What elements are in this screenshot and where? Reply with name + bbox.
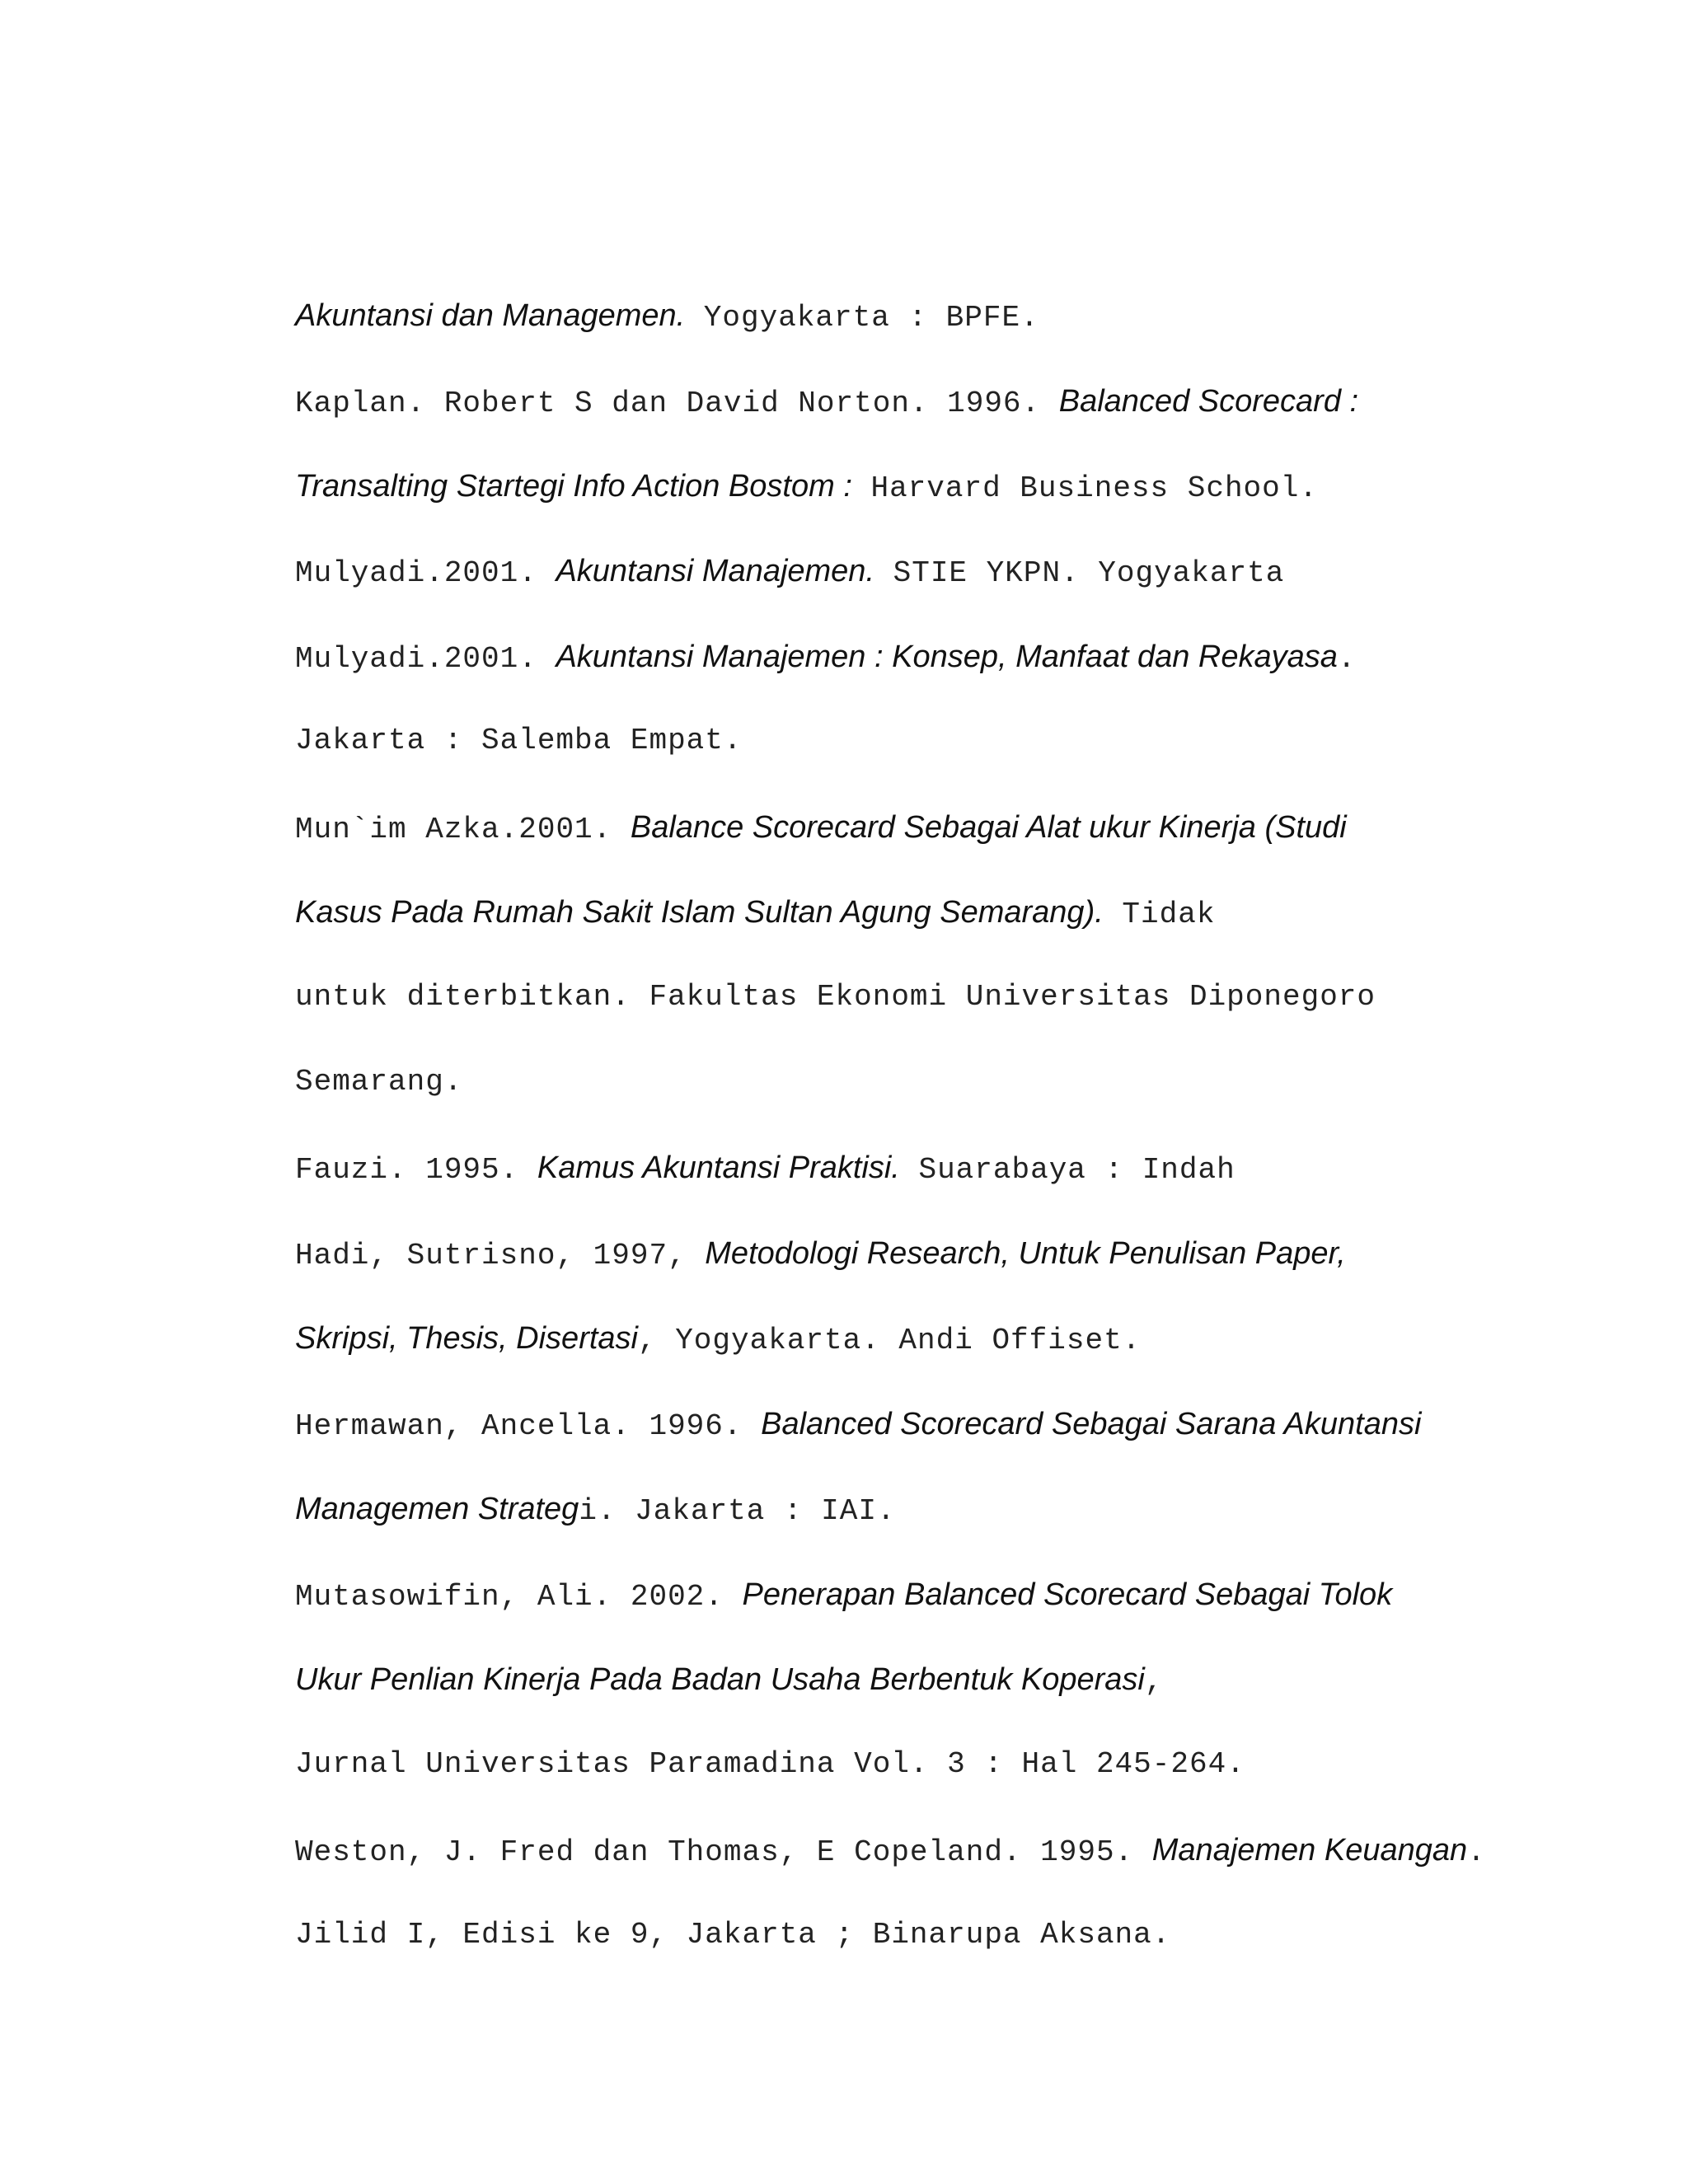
- reference-line: [295, 641, 1357, 674]
- text-segment: .: [1337, 642, 1357, 676]
- reference-line: [295, 471, 1318, 504]
- italic-title: Akuntansi Manajemen : Konsep, Manfaat dan Rekayasa: [556, 640, 1338, 674]
- italic-title: Manajemen Keuangan: [1151, 1833, 1468, 1868]
- text-segment: i. Jakarta : IAI.: [579, 1494, 896, 1528]
- reference-line: [295, 1408, 1421, 1441]
- reference-line: [295, 386, 1358, 419]
- reference-line: [295, 1664, 1163, 1697]
- italic-title: Managemen Strateg: [295, 1492, 579, 1526]
- reference-line: [295, 1579, 1392, 1612]
- reference-line: [295, 1323, 1141, 1356]
- italic-title: Kasus Pada Rumah Sakit Islam Sultan Agung Semarang).: [295, 895, 1104, 930]
- text-segment: Tidak: [1103, 898, 1216, 931]
- reference-line: [295, 982, 1376, 1012]
- italic-title: Transalting Startegi Info Action Bostom :: [295, 469, 852, 504]
- text-segment: Hadi, Sutrisno, 1997,: [295, 1239, 706, 1272]
- text-segment: Jilid I, Edisi ke 9, Jakarta ; Binarupa Aksana.: [295, 1918, 1171, 1952]
- text-segment: Fauzi. 1995.: [295, 1153, 537, 1187]
- reference-line: [295, 1238, 1346, 1271]
- italic-title: Metodologi Research, Untuk Penulisan Paper,: [705, 1236, 1346, 1271]
- text-segment: Jurnal Universitas Paramadina Vol. 3 : Hal 245-264.: [295, 1747, 1245, 1781]
- reference-line: [295, 1152, 1236, 1185]
- italic-title: Ukur Penlian Kinerja Pada Badan Usaha Berbentuk Koperasi: [295, 1662, 1145, 1697]
- reference-line: [295, 1835, 1486, 1868]
- text-segment: , Yogyakarta. Andi Offiset.: [637, 1324, 1142, 1357]
- italic-title: Penerapan Balanced Scorecard Sebagai Tolok: [742, 1577, 1393, 1612]
- text-segment: Yogyakarta : BPFE.: [685, 301, 1039, 335]
- text-segment: untuk diterbitkan. Fakultas Ekonomi Universitas Diponegoro: [295, 980, 1376, 1014]
- text-segment: Jakarta : Salemba Empat.: [295, 724, 743, 757]
- italic-title: Balanced Scorecard :: [1058, 384, 1359, 419]
- reference-line: [295, 1920, 1170, 1950]
- text-segment: Hermawan, Ancella. 1996.: [295, 1409, 762, 1443]
- reference-line: [295, 1493, 896, 1526]
- italic-title: Akuntansi Manajemen.: [556, 554, 875, 588]
- text-segment: .: [1467, 1835, 1486, 1869]
- reference-line: [295, 1747, 1245, 1781]
- italic-title: Balanced Scorecard Sebagai Sarana Akuntansi: [761, 1407, 1422, 1441]
- reference-line: [295, 300, 1039, 333]
- text-segment: ,: [1144, 1665, 1164, 1699]
- reference-line: [295, 897, 1215, 930]
- text-segment: Mutasowifin, Ali. 2002.: [295, 1580, 743, 1614]
- text-segment: Weston, J. Fred dan Thomas, E Copeland. 1995.: [295, 1835, 1152, 1869]
- text-segment: Mulyadi.2001.: [295, 642, 556, 676]
- text-segment: Suarabaya : Indah: [899, 1153, 1236, 1187]
- italic-title: Akuntansi dan Managemen.: [295, 298, 686, 333]
- italic-title: Kamus Akuntansi Praktisi.: [537, 1151, 900, 1185]
- text-segment: Mun`im Azka.2001.: [295, 813, 631, 846]
- reference-line: [295, 1067, 462, 1097]
- reference-line: [295, 812, 1347, 845]
- reference-line: [295, 555, 1284, 588]
- text-segment: Harvard Business School.: [851, 471, 1318, 505]
- text-segment: STIE YKPN. Yogyakarta: [874, 556, 1285, 590]
- text-segment: Kaplan. Robert S dan David Norton. 1996.: [295, 387, 1059, 420]
- italic-title: Balance Scorecard Sebagai Alat ukur Kinerja (Studi: [630, 810, 1347, 845]
- italic-title: Skripsi, Thesis, Disertasi: [295, 1321, 638, 1356]
- text-segment: Semarang.: [295, 1065, 463, 1099]
- reference-line: [295, 726, 742, 756]
- text-segment: Mulyadi.2001.: [295, 556, 556, 590]
